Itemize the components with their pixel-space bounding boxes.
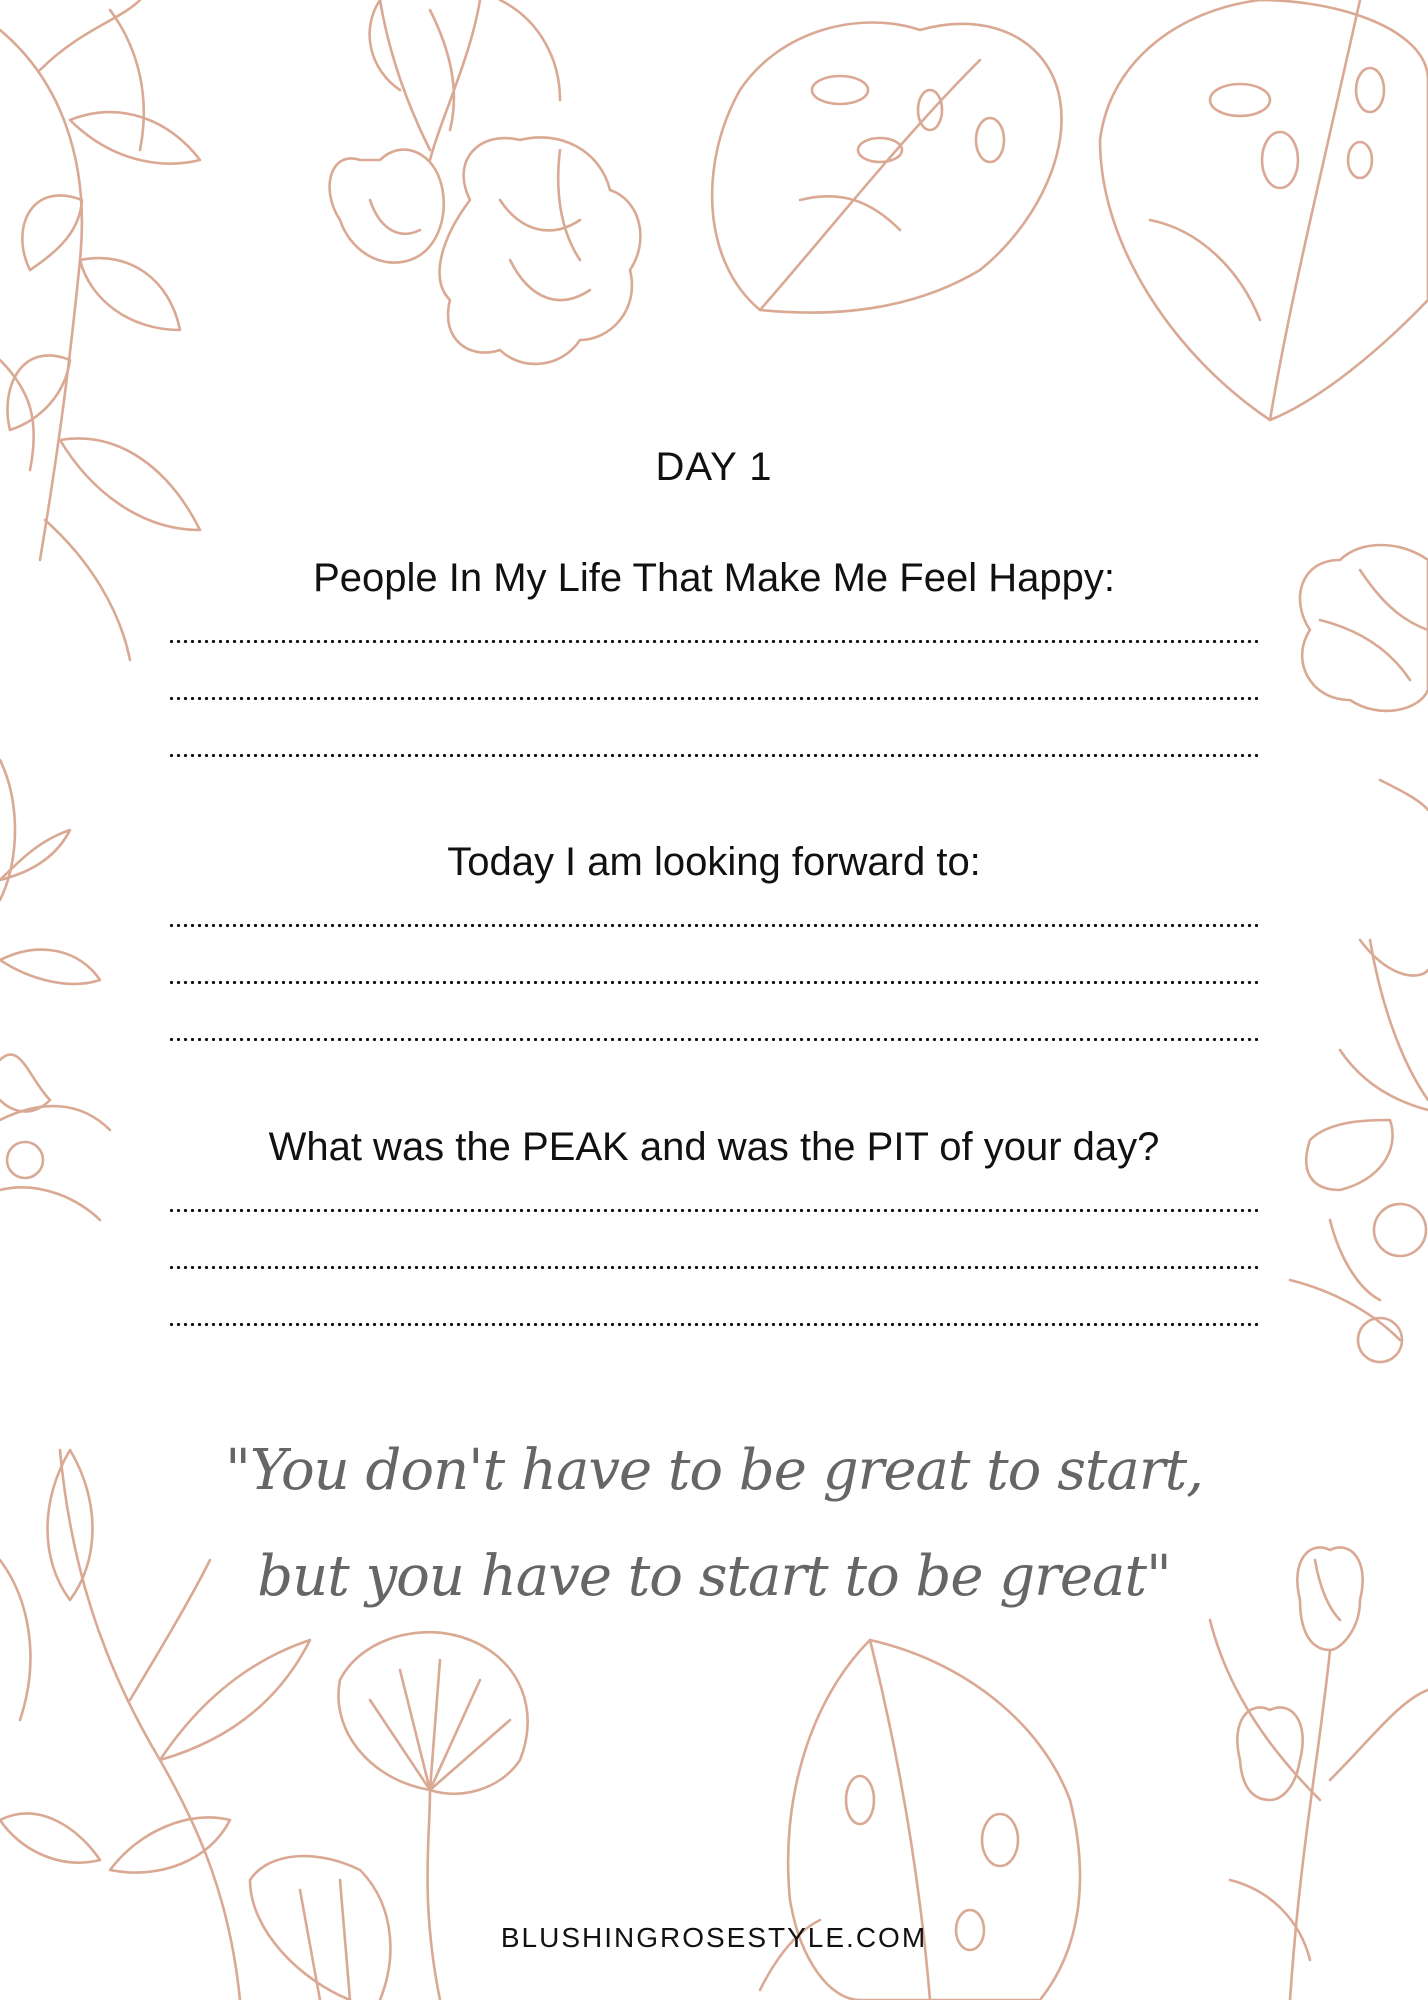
prompt-happy-people: People In My Life That Make Me Feel Happy: [313, 556, 1115, 600]
writing-line[interactable] [168, 1323, 1260, 1326]
writing-line[interactable] [168, 697, 1260, 700]
writing-line[interactable] [168, 754, 1260, 757]
writing-line[interactable] [168, 924, 1260, 927]
prompt-looking-forward: Today I am looking forward to: [447, 840, 981, 884]
writing-line[interactable] [168, 1266, 1260, 1269]
prompt-peak-and-pit: What was the PEAK and was the PIT of your day? [268, 1125, 1160, 1169]
writing-line[interactable] [168, 1038, 1260, 1041]
writing-line[interactable] [168, 981, 1260, 984]
day-title: DAY 1 [655, 445, 773, 489]
writing-line[interactable] [168, 1209, 1260, 1212]
footer-website: BLUSHINGROSESTYLE.COM [500, 1922, 928, 1953]
writing-lines-peak-and-pit [168, 1209, 1260, 1380]
quote-line-2: but you have to start to be great" [257, 1544, 1171, 1609]
writing-lines-looking-forward [168, 924, 1260, 1095]
quote-line-1: "You don't have to be great to start, [225, 1438, 1203, 1503]
writing-line[interactable] [168, 640, 1260, 643]
writing-lines-happy-people [168, 640, 1260, 811]
